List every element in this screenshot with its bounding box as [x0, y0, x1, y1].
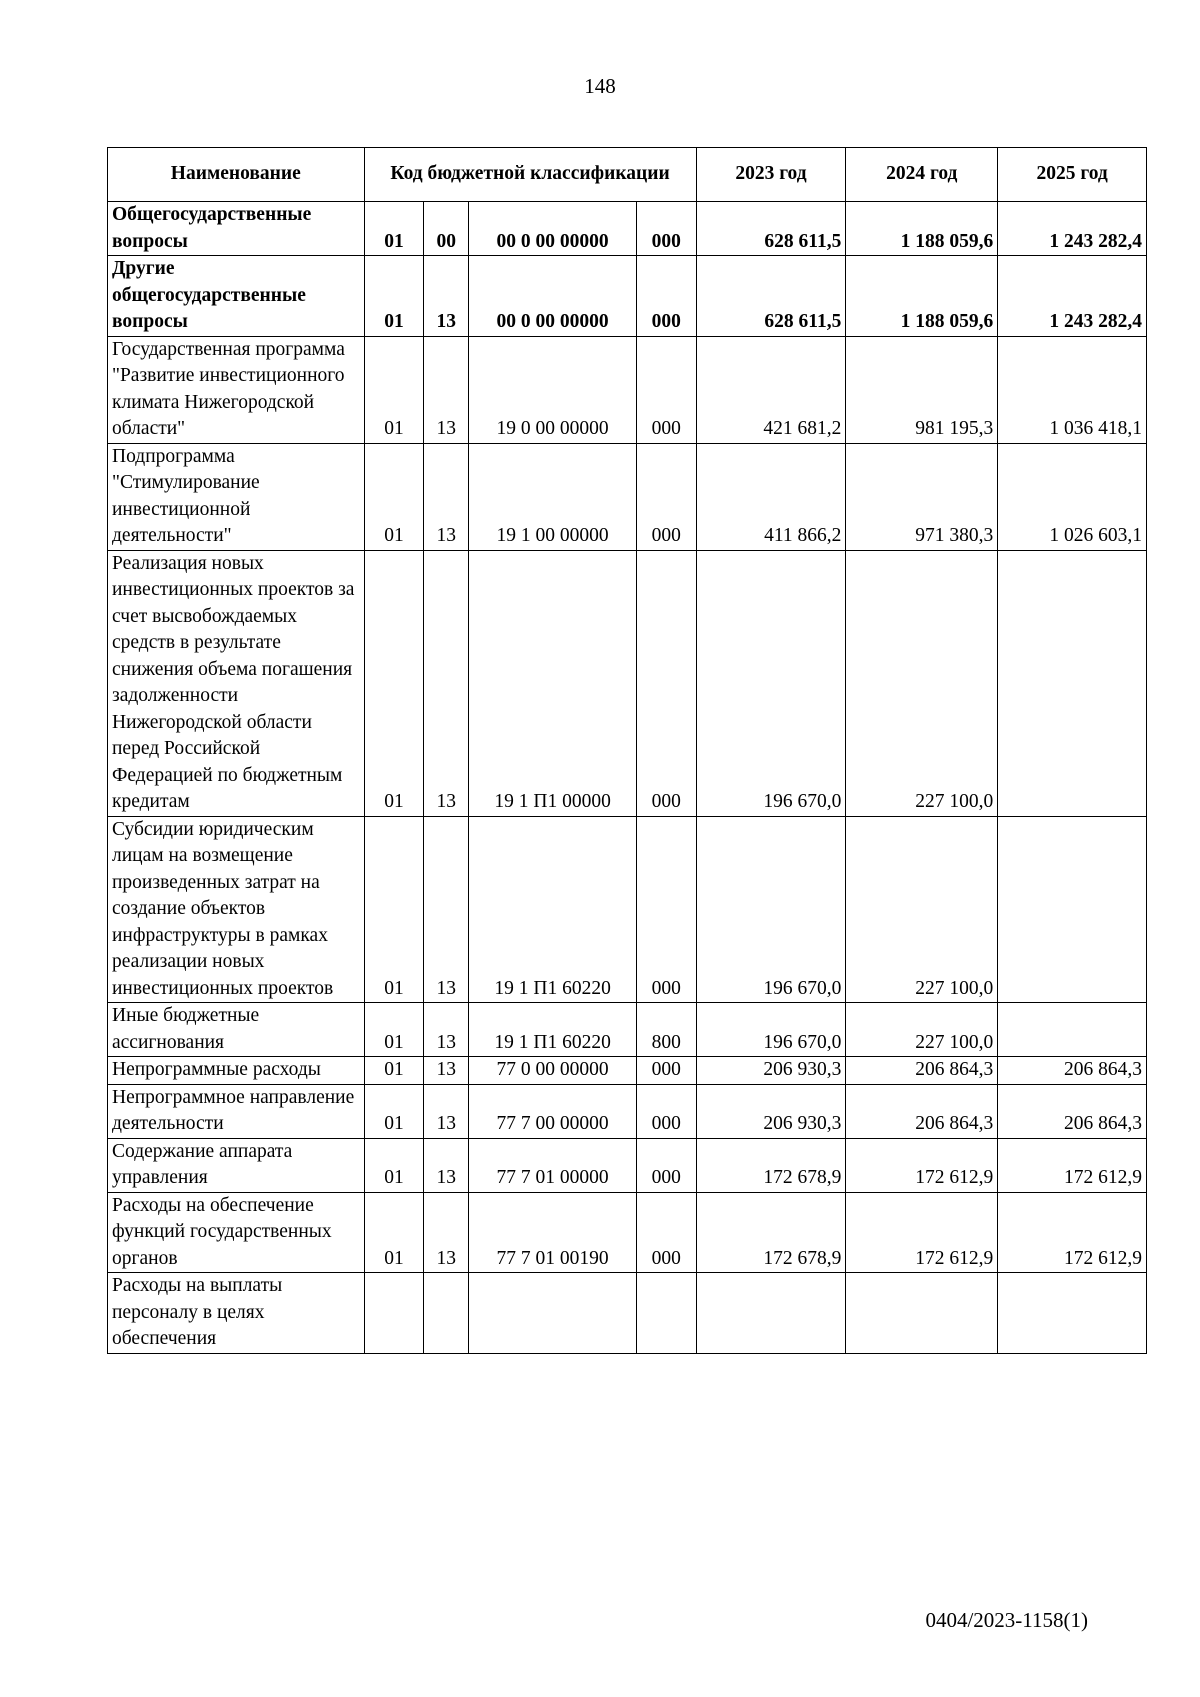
row-amount-2025: 1 036 418,1 — [998, 336, 1147, 443]
row-subsection-code: 00 — [424, 202, 469, 256]
row-section-code — [364, 1273, 424, 1354]
row-name: Расходы на выплаты персоналу в целях обеспечения — [108, 1273, 365, 1354]
row-target-article-code: 19 1 00 00000 — [469, 443, 637, 550]
row-expense-type-code: 000 — [636, 816, 696, 1003]
table-row — [108, 1084, 1147, 1138]
row-amount-2023: 206 930,3 — [696, 1084, 846, 1138]
row-amount-2024: 971 380,3 — [846, 443, 998, 550]
row-amount-2024 — [846, 1273, 998, 1354]
table-header-row — [108, 148, 1147, 202]
row-target-article-code: 19 1 П1 60220 — [469, 1003, 637, 1057]
row-expense-type-code: 000 — [636, 256, 696, 337]
row-subsection-code: 13 — [424, 816, 469, 1003]
row-target-article-code: 19 0 00 00000 — [469, 336, 637, 443]
row-amount-2023: 628 611,5 — [696, 256, 846, 337]
table-row — [108, 1003, 1147, 1057]
row-amount-2023: 628 611,5 — [696, 202, 846, 256]
row-amount-2024: 227 100,0 — [846, 816, 998, 1003]
row-section-code: 01 — [364, 1084, 424, 1138]
row-amount-2023: 411 866,2 — [696, 443, 846, 550]
row-name: Субсидии юридическим лицам на возмещение произведенных затрат на создание объектов инфраструктуры в рамках реализации новых инвестиционных проектов — [108, 816, 365, 1003]
row-amount-2025: 206 864,3 — [998, 1084, 1147, 1138]
row-section-code: 01 — [364, 202, 424, 256]
document-footer-code: 0404/2023-1158(1) — [925, 1608, 1088, 1632]
row-amount-2025 — [998, 1273, 1147, 1354]
row-target-article-code: 00 0 00 00000 — [469, 256, 637, 337]
row-subsection-code: 13 — [424, 256, 469, 337]
row-amount-2025 — [998, 816, 1147, 1003]
row-amount-2023: 196 670,0 — [696, 1003, 846, 1057]
row-subsection-code: 13 — [424, 1192, 469, 1273]
table-row — [108, 336, 1147, 443]
row-expense-type-code: 000 — [636, 202, 696, 256]
row-subsection-code: 13 — [424, 1003, 469, 1057]
header-2025: 2025 год — [998, 148, 1147, 202]
table-row — [108, 816, 1147, 1003]
row-expense-type-code: 000 — [636, 1084, 696, 1138]
row-amount-2024: 227 100,0 — [846, 1003, 998, 1057]
row-section-code: 01 — [364, 1138, 424, 1192]
table-row — [108, 1192, 1147, 1273]
row-subsection-code: 13 — [424, 336, 469, 443]
row-section-code: 01 — [364, 336, 424, 443]
row-name: Непрограммные расходы — [108, 1057, 365, 1085]
row-expense-type-code: 000 — [636, 1192, 696, 1273]
row-section-code: 01 — [364, 1003, 424, 1057]
row-name: Общегосударственные вопросы — [108, 202, 365, 256]
row-section-code: 01 — [364, 1057, 424, 1085]
row-amount-2024: 206 864,3 — [846, 1057, 998, 1085]
row-expense-type-code: 000 — [636, 1057, 696, 1085]
row-amount-2024: 206 864,3 — [846, 1084, 998, 1138]
row-expense-type-code — [636, 1273, 696, 1354]
row-section-code: 01 — [364, 550, 424, 816]
header-code: Код бюджетной классификации — [364, 148, 696, 202]
table-body — [108, 202, 1147, 1354]
row-amount-2024: 227 100,0 — [846, 550, 998, 816]
table-row — [108, 1273, 1147, 1354]
row-subsection-code: 13 — [424, 550, 469, 816]
header-2024: 2024 год — [846, 148, 998, 202]
row-section-code: 01 — [364, 256, 424, 337]
budget-table — [107, 147, 1147, 1354]
row-amount-2023: 196 670,0 — [696, 550, 846, 816]
header-name: Наименование — [108, 148, 365, 202]
table-row — [108, 202, 1147, 256]
table-row — [108, 256, 1147, 337]
row-amount-2024: 1 188 059,6 — [846, 202, 998, 256]
row-amount-2023: 172 678,9 — [696, 1192, 846, 1273]
row-expense-type-code: 000 — [636, 336, 696, 443]
row-amount-2025 — [998, 1003, 1147, 1057]
row-amount-2024: 981 195,3 — [846, 336, 998, 443]
row-subsection-code: 13 — [424, 1084, 469, 1138]
row-subsection-code — [424, 1273, 469, 1354]
row-expense-type-code: 000 — [636, 443, 696, 550]
row-amount-2025: 206 864,3 — [998, 1057, 1147, 1085]
header-2023: 2023 год — [696, 148, 846, 202]
row-target-article-code: 00 0 00 00000 — [469, 202, 637, 256]
row-amount-2025: 1 026 603,1 — [998, 443, 1147, 550]
row-target-article-code: 19 1 П1 00000 — [469, 550, 637, 816]
row-amount-2023 — [696, 1273, 846, 1354]
row-expense-type-code: 800 — [636, 1003, 696, 1057]
row-subsection-code: 13 — [424, 1057, 469, 1085]
row-subsection-code: 13 — [424, 1138, 469, 1192]
row-amount-2023: 196 670,0 — [696, 816, 846, 1003]
row-amount-2025 — [998, 550, 1147, 816]
row-section-code: 01 — [364, 1192, 424, 1273]
row-name: Государственная программа "Развитие инвестиционного климата Нижегородской области" — [108, 336, 365, 443]
row-name: Расходы на обеспечение функций государственных органов — [108, 1192, 365, 1273]
row-amount-2025: 172 612,9 — [998, 1138, 1147, 1192]
table-row — [108, 1138, 1147, 1192]
row-target-article-code — [469, 1273, 637, 1354]
row-expense-type-code: 000 — [636, 1138, 696, 1192]
row-amount-2025: 172 612,9 — [998, 1192, 1147, 1273]
row-expense-type-code: 000 — [636, 550, 696, 816]
row-name: Непрограммное направление деятельности — [108, 1084, 365, 1138]
row-target-article-code: 77 7 01 00190 — [469, 1192, 637, 1273]
row-amount-2024: 1 188 059,6 — [846, 256, 998, 337]
row-section-code: 01 — [364, 443, 424, 550]
row-target-article-code: 77 7 00 00000 — [469, 1084, 637, 1138]
row-amount-2023: 421 681,2 — [696, 336, 846, 443]
row-name: Иные бюджетные ассигнования — [108, 1003, 365, 1057]
row-target-article-code: 77 0 00 00000 — [469, 1057, 637, 1085]
row-amount-2024: 172 612,9 — [846, 1138, 998, 1192]
row-target-article-code: 77 7 01 00000 — [469, 1138, 637, 1192]
row-amount-2023: 206 930,3 — [696, 1057, 846, 1085]
row-amount-2023: 172 678,9 — [696, 1138, 846, 1192]
row-subsection-code: 13 — [424, 443, 469, 550]
row-name: Подпрограмма "Стимулирование инвестиционной деятельности" — [108, 443, 365, 550]
row-name: Реализация новых инвестиционных проектов за счет высвобождаемых средств в результате снижения объема погашения задолженности Нижегородской области перед Российской Федерацией по бюджетным кредитам — [108, 550, 365, 816]
row-amount-2025: 1 243 282,4 — [998, 256, 1147, 337]
table-row — [108, 443, 1147, 550]
row-amount-2024: 172 612,9 — [846, 1192, 998, 1273]
table-row — [108, 550, 1147, 816]
row-name: Другие общегосударственные вопросы — [108, 256, 365, 337]
table-row — [108, 1057, 1147, 1085]
row-name: Содержание аппарата управления — [108, 1138, 365, 1192]
page-number: 148 — [584, 74, 616, 98]
row-section-code: 01 — [364, 816, 424, 1003]
row-amount-2025: 1 243 282,4 — [998, 202, 1147, 256]
row-target-article-code: 19 1 П1 60220 — [469, 816, 637, 1003]
